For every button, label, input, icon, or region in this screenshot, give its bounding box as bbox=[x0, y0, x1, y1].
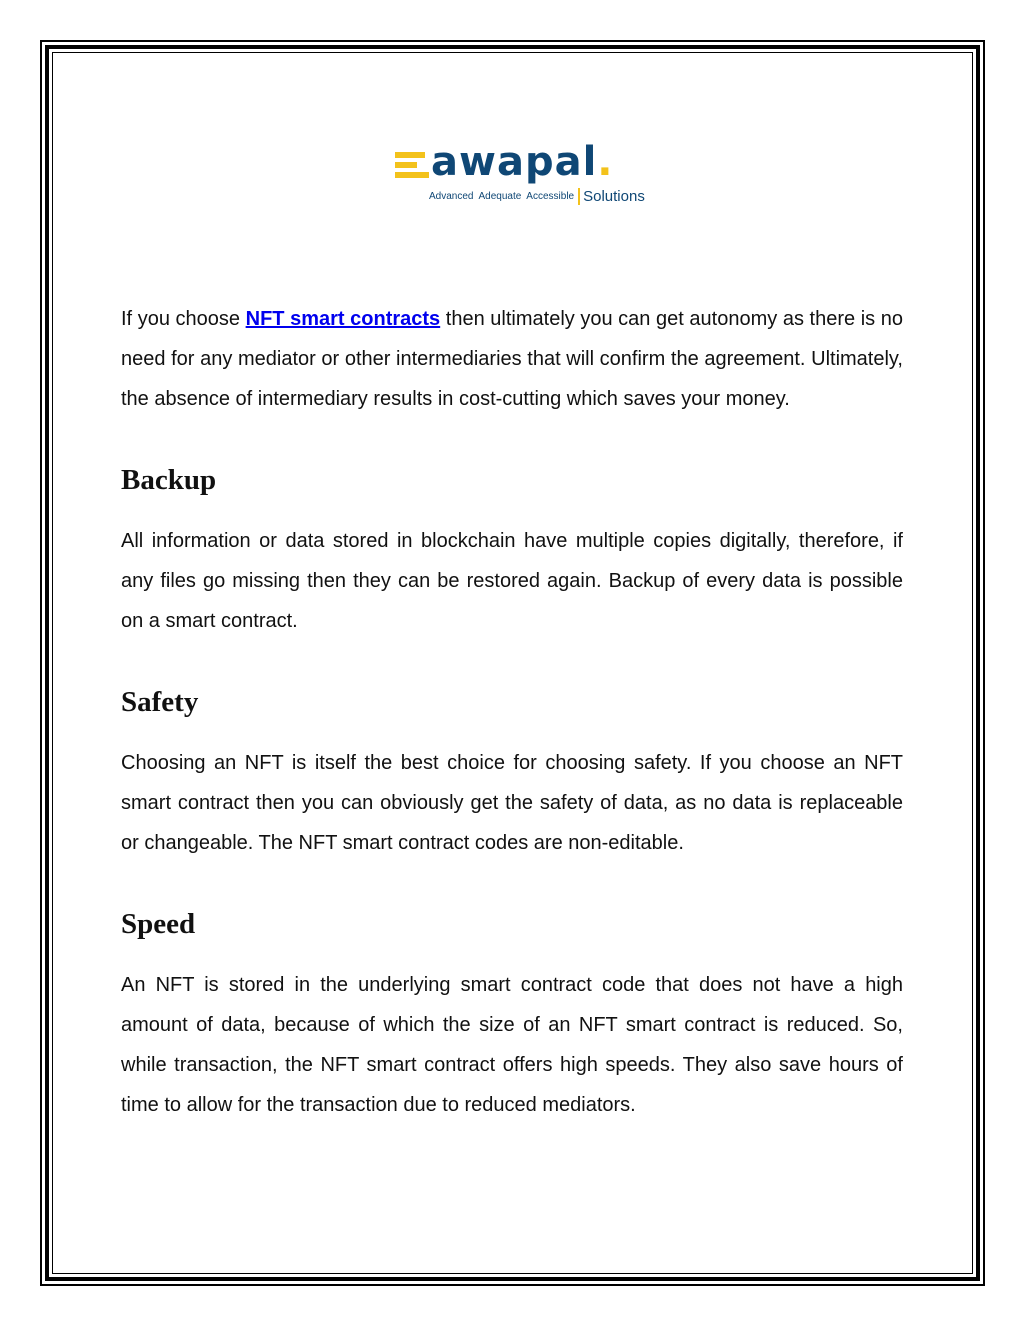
nft-smart-contracts-link[interactable]: NFT smart contracts bbox=[245, 308, 441, 330]
speed-paragraph: An NFT is stored in the underlying smart contract code that does not have a high amount of data, because of which the size of an NFT smart contract is reduced. So, while transaction, the NFT smart contract offers high speeds. They also save hours of time to allow for the transaction due to reduced mediators. bbox=[121, 974, 903, 1116]
logo-tagline-text: Advanced Adequate Accessible bbox=[429, 191, 575, 203]
backup-paragraph: All information or data stored in blockchain have multiple copies digitally, therefore, if any files go missing then they can be restored again. Backup of every data is possible on a smart contract. bbox=[121, 530, 903, 632]
intro-after-link: then ultimately you can get autonomy as there is no need for any mediator or other intermediaries that will confirm the agreement. Ultimately, the absence of intermediary results in cost-cutting which saves your money. bbox=[121, 308, 909, 410]
logo-name: awapal bbox=[431, 139, 598, 185]
intro-before-link: If you choose bbox=[121, 308, 246, 330]
heading-speed: Speed bbox=[121, 908, 196, 940]
awapal-logo bbox=[395, 139, 645, 210]
logo-wordmark bbox=[431, 140, 613, 184]
logo-stripes-icon bbox=[395, 152, 429, 182]
logo-tagline bbox=[429, 188, 645, 205]
safety-paragraph: Choosing an NFT is itself the best choice for choosing safety. If you choose an NFT smart contract then you can obviously get the safety of data, as no data is replaceable or changeable. The NFT smart contract codes are non-editable. bbox=[121, 752, 903, 854]
logo-dot: . bbox=[597, 139, 614, 185]
heading-safety: Safety bbox=[121, 686, 199, 718]
logo-solutions: Solutions bbox=[583, 188, 645, 205]
intro-paragraph bbox=[121, 299, 909, 419]
document-body bbox=[121, 299, 909, 1125]
heading-backup: Backup bbox=[121, 464, 217, 496]
logo-separator bbox=[578, 188, 580, 205]
